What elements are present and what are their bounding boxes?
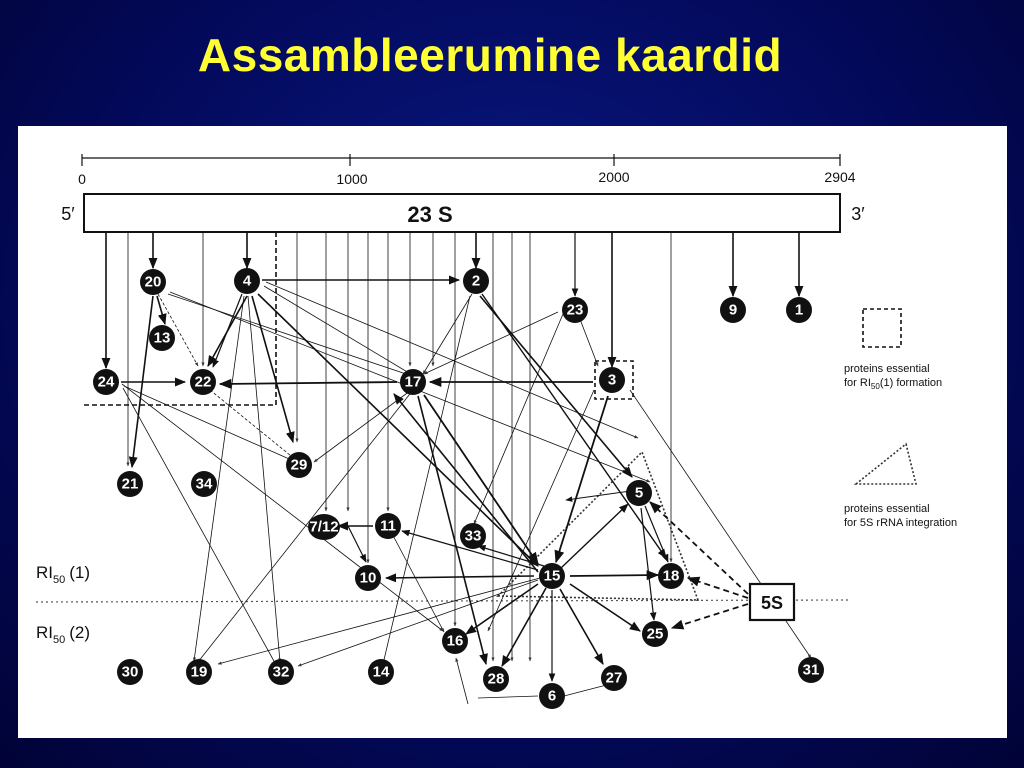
svg-text:1: 1 [794, 301, 804, 319]
protein-node-28 [483, 666, 509, 692]
protein-node-18 [658, 563, 684, 589]
five-s-rrna-box [750, 584, 794, 620]
protein-node-27 [601, 665, 627, 691]
protein-node-1 [786, 297, 812, 323]
protein-node-19 [186, 659, 212, 685]
protein-node-16 [442, 628, 468, 654]
five-prime-label: 5′ [61, 204, 75, 224]
protein-node-20 [140, 269, 166, 295]
legend-square-line2: for $RI_{50}(1)$ formation [844, 377, 943, 391]
svg-text:30: 30 [121, 663, 139, 681]
svg-text:32: 32 [272, 663, 290, 681]
svg-text:3: 3 [607, 371, 617, 389]
protein-node-4 [234, 268, 260, 294]
svg-text:21: 21 [121, 475, 139, 493]
svg-text:18: 18 [662, 567, 680, 585]
svg-text:13: 13 [153, 329, 171, 347]
legend-triangle-line1: proteins essential [844, 503, 930, 515]
assembly-map-diagram [18, 126, 1007, 738]
protein-node-22 [190, 369, 216, 395]
edges-from-rrna [106, 232, 799, 661]
legend-triangle-line2: for 5S rRNA integration [844, 517, 958, 529]
svg-text:5S: 5S [760, 593, 784, 613]
svg-text:33: 33 [464, 527, 482, 545]
svg-text:19: 19 [190, 663, 208, 681]
protein-node-21 [117, 471, 143, 497]
protein-node-32 [268, 659, 294, 685]
svg-text:RI50(1): $RI_{50}$ (1) [36, 563, 91, 586]
protein-node-5 [626, 480, 652, 506]
protein-node-15 [539, 563, 565, 589]
rrna-23s-bar [61, 194, 865, 232]
protein-node-25 [642, 621, 668, 647]
legend-dotted-triangle-icon [856, 444, 916, 484]
protein-node-9 [720, 297, 746, 323]
slide-title: Assambleerumine kaardid [197, 29, 783, 81]
svg-text:RI50(2): $RI_{50}$ (2) [36, 623, 91, 646]
ri-labels [36, 563, 90, 646]
protein-node-7-12 [308, 514, 340, 540]
svg-text:14: 14 [372, 663, 390, 681]
svg-text:5: 5 [634, 484, 644, 502]
protein-node-23 [562, 297, 588, 323]
legend-dashed-square-icon [863, 309, 901, 347]
protein-node-31 [798, 657, 824, 683]
scale-tick-2904: 2904 [824, 169, 856, 185]
protein-node-13 [149, 325, 175, 351]
protein-node-14 [368, 659, 394, 685]
scale-tick-1000: 1000 [336, 171, 368, 187]
diagram-panel [18, 126, 1007, 738]
svg-text:31: 31 [802, 661, 820, 679]
scale-bar [78, 154, 856, 187]
svg-text:2: 2 [471, 272, 481, 290]
svg-text:24: 24 [97, 373, 115, 391]
protein-node-29 [286, 452, 312, 478]
protein-node-17 [400, 369, 426, 395]
ri-boundary-line [36, 600, 848, 602]
protein-node-24 [93, 369, 119, 395]
svg-text:10: 10 [359, 569, 377, 587]
svg-text:4: 4 [242, 272, 252, 290]
svg-text:15: 15 [543, 567, 561, 585]
svg-text:7/12: 7/12 [309, 518, 339, 536]
protein-node-30 [117, 659, 143, 685]
legend-square-line1: proteins essential [844, 363, 930, 375]
protein-node-10 [355, 565, 381, 591]
rrna-23s-label: 23 S [407, 202, 453, 227]
protein-node-6 [539, 683, 565, 709]
legend [844, 309, 957, 529]
svg-text:20: 20 [144, 273, 162, 291]
svg-text:17: 17 [404, 373, 422, 391]
svg-text:23: 23 [566, 301, 584, 319]
svg-text:28: 28 [487, 670, 505, 688]
svg-text:11: 11 [380, 517, 396, 535]
svg-text:22: 22 [194, 373, 212, 391]
three-prime-label: 3′ [851, 204, 865, 224]
scale-tick-0: 0 [78, 171, 86, 187]
svg-text:34: 34 [195, 475, 213, 493]
protein-node-2 [463, 268, 489, 294]
svg-text:29: 29 [290, 456, 308, 474]
protein-node-3 [599, 367, 625, 393]
scale-tick-2000: 2000 [598, 169, 630, 185]
protein-node-11 [375, 513, 401, 539]
svg-text:27: 27 [605, 669, 623, 687]
protein-node-34 [191, 471, 217, 497]
protein-node-33 [460, 523, 486, 549]
svg-text:25: 25 [646, 625, 664, 643]
svg-text:6: 6 [547, 687, 557, 705]
svg-text:16: 16 [446, 632, 464, 650]
svg-text:9: 9 [728, 301, 738, 319]
